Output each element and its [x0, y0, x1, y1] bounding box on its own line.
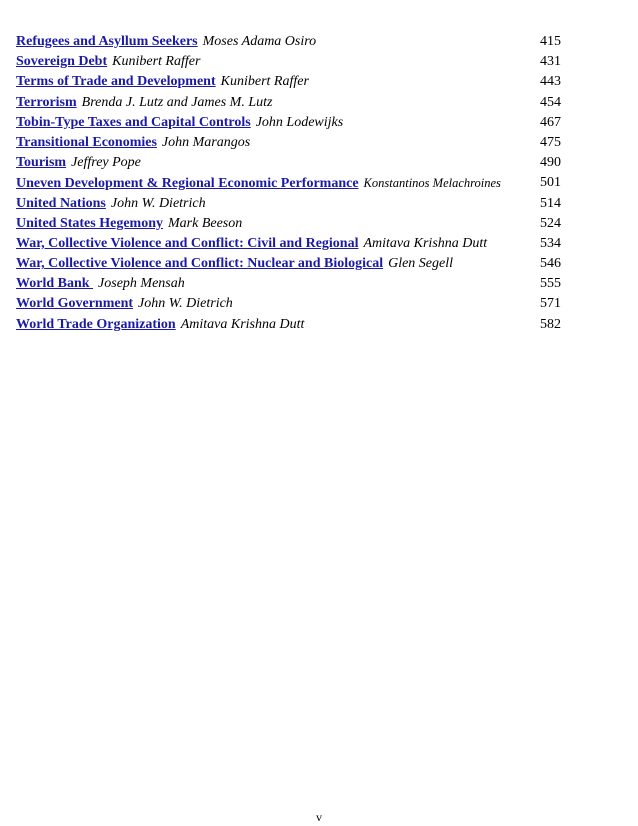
toc-entry-page: 490 [540, 155, 561, 171]
toc-entry [16, 153, 568, 173]
toc-entry-author: Brenda J. Lutz and James M. Lutz [81, 94, 273, 110]
toc-entry-page: 475 [540, 134, 561, 150]
toc-entry [16, 234, 568, 254]
toc-entry [16, 72, 568, 92]
toc-entry-text [16, 254, 453, 274]
toc-entry [16, 32, 568, 52]
toc-entry-link[interactable]: Uneven Development & Regional Economic Performance [16, 176, 359, 192]
toc-entry-link[interactable]: Transitional Economies [16, 134, 157, 150]
toc-entry-link[interactable]: Tobin-Type Taxes and Capital Controls [16, 114, 251, 130]
toc-entry-text [16, 274, 185, 294]
toc-entry-author: Amitava Krishna Dutt [180, 316, 305, 332]
toc-entry-page: 524 [540, 215, 561, 231]
toc-entry-page: 443 [540, 74, 561, 90]
toc-entry-page: 571 [540, 296, 561, 312]
toc-entry [16, 52, 568, 72]
toc-entry-link[interactable]: United States Hegemony [16, 215, 163, 231]
toc-entry-author: Moses Adama Osiro [202, 34, 317, 49]
toc-entry-link[interactable]: Terms of Trade and Development [16, 74, 216, 90]
toc-entry-page: 546 [540, 256, 561, 272]
toc-entry [16, 194, 568, 214]
toc-entry-link[interactable]: Tourism [16, 155, 67, 171]
toc-entry-page: 534 [540, 235, 561, 251]
toc-entry-text [16, 214, 242, 234]
toc-entry [16, 315, 568, 335]
toc-entry-page: 514 [540, 195, 561, 211]
toc-entry-author: John Lodewijks [255, 114, 344, 130]
toc-entry-author: Mark Beeson [168, 215, 243, 231]
toc-entry [16, 294, 568, 314]
toc-entry-page: 555 [540, 276, 561, 292]
toc-entry [16, 274, 568, 294]
toc-entry-text [16, 32, 316, 52]
toc-entry [16, 254, 568, 274]
table-of-contents [16, 32, 568, 335]
toc-entry-link[interactable]: World Government [16, 296, 134, 312]
toc-entry [16, 113, 568, 133]
toc-entry [16, 173, 568, 193]
toc-entry-author: John Marangos [161, 134, 251, 150]
toc-entry [16, 93, 568, 113]
toc-entry [16, 214, 568, 234]
toc-entry-author: Konstantinos Melachroines [363, 176, 501, 191]
toc-entry-author: John W. Dietrich [110, 195, 206, 211]
toc-entry-text [16, 315, 304, 335]
toc-entry-page: 467 [540, 114, 561, 130]
toc-entry-text [16, 153, 141, 173]
toc-entry-link[interactable]: Sovereign Debt [16, 54, 108, 70]
toc-entry-page: 501 [540, 175, 561, 191]
toc-entry-text [16, 173, 501, 194]
toc-entry-link[interactable]: War, Collective Violence and Conflict: Nuclear and Biological [16, 256, 384, 272]
toc-entry-text [16, 72, 309, 92]
toc-entry-author: John W. Dietrich [138, 296, 233, 312]
toc-entry-author: Amitava Krishna Dutt [363, 235, 488, 251]
toc-entry-text [16, 52, 200, 72]
toc-entry-text [16, 294, 233, 314]
toc-entry-link[interactable]: Refugees and Asyllum Seekers [16, 34, 198, 49]
toc-entry-link[interactable]: United Nations [16, 195, 106, 211]
toc-entry-author: Jeffrey Pope [71, 155, 141, 171]
toc-entry-author: Kunibert Raffer [220, 74, 309, 90]
toc-entry-page: 415 [540, 34, 561, 49]
toc-entry-author: Joseph Mensah [98, 276, 185, 292]
toc-entry-page: 431 [540, 54, 561, 70]
toc-entry-text [16, 133, 250, 153]
toc-entry-page: 454 [540, 94, 561, 110]
toc-entry-text [16, 93, 272, 113]
toc-entry-link[interactable]: War, Collective Violence and Conflict: Civil and Regional [16, 235, 359, 251]
toc-entry-text [16, 194, 206, 214]
page-number: v [316, 810, 322, 824]
toc-entry-text [16, 113, 343, 133]
toc-entry-text [16, 234, 487, 254]
toc-entry [16, 133, 568, 153]
toc-entry-author: Kunibert Raffer [112, 54, 201, 70]
toc-entry-page: 582 [540, 316, 561, 332]
toc-entry-link[interactable]: World Bank [16, 276, 94, 292]
toc-entry-link[interactable]: Terrorism [16, 94, 77, 110]
toc-entry-author: Glen Segell [388, 256, 454, 272]
toc-entry-link[interactable]: World Trade Organization [16, 316, 176, 332]
